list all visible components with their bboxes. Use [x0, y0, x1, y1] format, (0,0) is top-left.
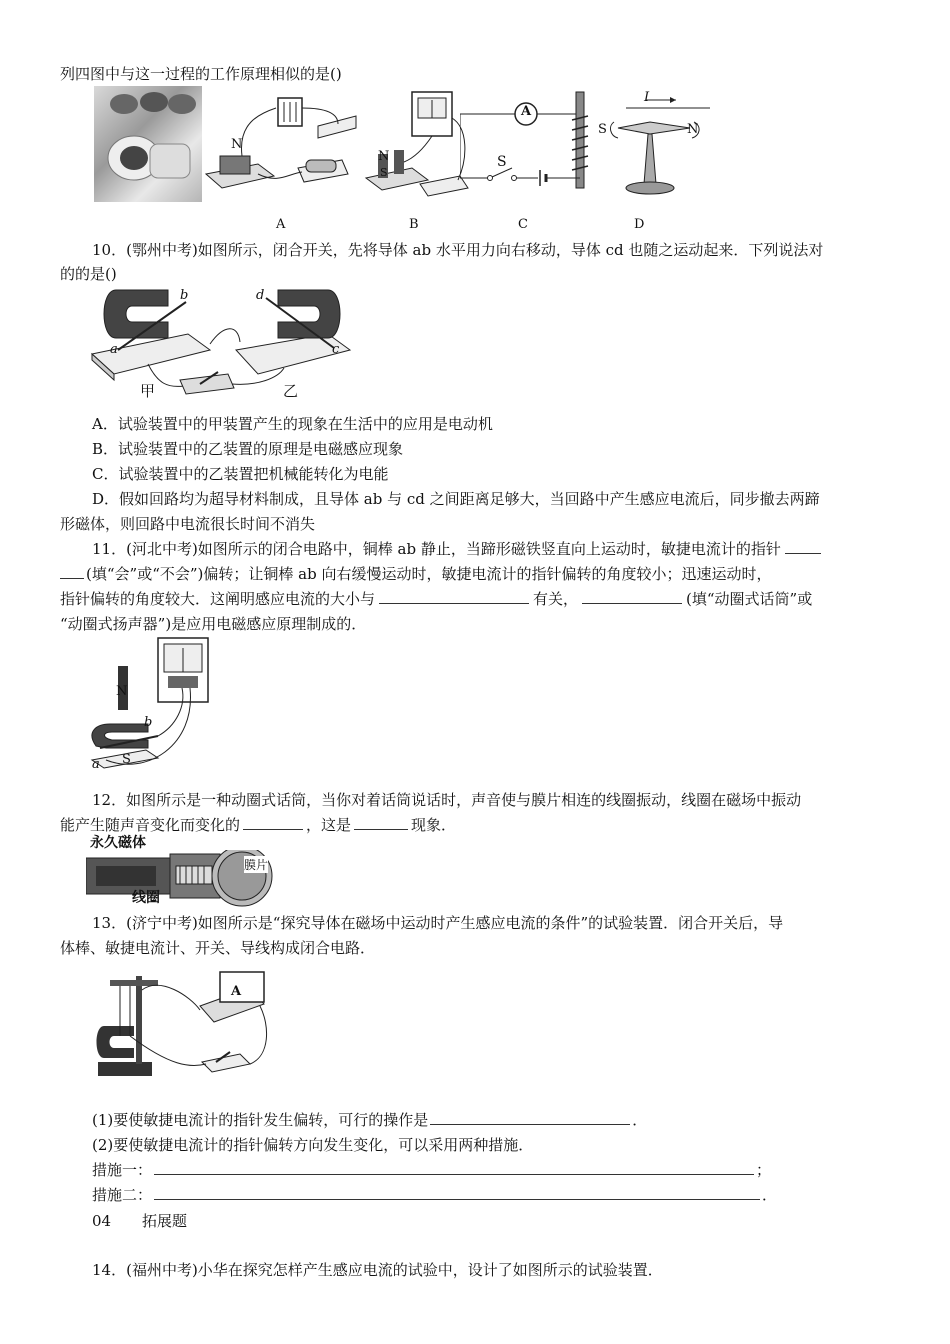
q10-option-c: C．试验装置中的乙装置把机械能转化为电能 — [92, 465, 389, 483]
section-title: 拓展题 — [142, 1212, 188, 1230]
q13-sub1-end: ． — [632, 1111, 648, 1129]
q12-label-magnet: 永久磁体 — [90, 835, 146, 851]
q11-label-n: N — [116, 684, 128, 699]
q10-figure — [88, 284, 358, 402]
q11-line1-text: 11．(河北中考)如图所示的闭合电路中，铜棒 ab 静止，当蹄形磁铁竖直向上运动时，敏捷电流计的指针 — [92, 540, 781, 558]
fig-a-n-label: N — [231, 137, 243, 152]
q11-blank-1-cont[interactable] — [60, 564, 84, 579]
q13-figure — [90, 966, 270, 1082]
q13-line1: 13．(济宁中考)如图所示是“探究导体在磁场中运动时产生感应电流的条件”的试验装置．闭合开关后，导 — [92, 914, 784, 932]
flashlight-photo — [94, 86, 202, 202]
q13-sub1-text: (1)要使敏捷电流计的指针发生偏转，可行的操作是 — [92, 1111, 429, 1129]
option-b-label: B — [409, 217, 419, 232]
q12-blank-1[interactable] — [243, 815, 303, 830]
q9-intro: 列四图中与这一过程的工作原理相似的是() — [60, 65, 342, 83]
q12-line2-mid: ，这是 — [306, 816, 352, 834]
figure-b-induction — [364, 88, 474, 200]
q12-label-film: 膜片 — [244, 858, 269, 872]
q13-blank-2[interactable] — [154, 1160, 754, 1175]
q10-label-yi: 乙 — [283, 382, 299, 400]
q11-line3 — [60, 589, 812, 609]
q12-blank-2[interactable] — [354, 815, 408, 830]
q11-blank-2[interactable] — [379, 589, 529, 604]
q11-line3-pre: 指针偏转的角度较大．这阐明感应电流的大小与 — [60, 590, 376, 608]
q14-line1: 14．(福州中考)小华在探究怎样产生感应电流的试验中，设计了如图所示的试验装置． — [92, 1261, 663, 1279]
q13-measure2-end: ． — [762, 1186, 778, 1204]
q10-stem-line2: 的的是() — [60, 265, 117, 283]
q10-option-a: A．试验装置中的甲装置产生的现象在生活中的应用是电动机 — [92, 415, 493, 433]
q13-measure2 — [92, 1185, 777, 1205]
fig-d-s-label: S — [598, 122, 607, 137]
section-number: 04 — [92, 1212, 112, 1230]
q13-sub1 — [92, 1110, 647, 1130]
q10-label-b: b — [180, 288, 189, 303]
q11-blank-1[interactable] — [785, 539, 821, 554]
flashlight-illustration — [94, 86, 202, 202]
q13-line2: 体棒、敏捷电流计、开关、导线构成闭合电路． — [60, 939, 376, 957]
q11-figure — [86, 636, 216, 776]
q10-label-c: c — [332, 342, 340, 357]
q11-label-a: a — [92, 757, 100, 772]
q11-label-s: S — [122, 752, 131, 767]
q12-line2-post: 现象． — [411, 816, 457, 834]
figure-c-electromagnet — [460, 90, 606, 200]
option-c-label: C — [518, 217, 528, 232]
q11-line2-text: (填“会”或“不会”)偏转；让铜棒 ab 向右缓慢运动时，敏捷电流计的指针偏转的角度较小；迅速运动时， — [86, 565, 772, 583]
q12-line2-pre: 能产生随声音变化而变化的 — [60, 816, 241, 834]
fig-b-n-label: N — [378, 149, 390, 164]
q12-line1: 12．如图所示是一种动圈式话筒，当你对着话筒说话时，声音使与膜片相连的线圈振动，线圈在磁场中振动 — [92, 791, 802, 809]
q10-option-b: B．试验装置中的乙装置的原理是电磁感应现象 — [92, 440, 404, 458]
q10-option-d-line2: 形磁体，则回路中电流很长时间不消失 — [60, 515, 316, 533]
q10-option-d-line1: D．假如回路均为超导材料制成，且导体 ab 与 cd 之间距离足够大，当回路中产生感应电流后，同步撤去两蹄 — [92, 490, 820, 508]
q13-measure1-end: ； — [756, 1161, 772, 1179]
q11-line1 — [92, 539, 821, 559]
option-d-label: D — [634, 217, 645, 232]
q11-line3-mid: 有关， — [533, 590, 579, 608]
q13-sub2: (2)要使敏捷电流计的指针偏转方向发生变化，可以采用两种措施． — [92, 1136, 534, 1154]
q13-measure1-label: 措施一： — [92, 1161, 153, 1179]
q10-label-jia: 甲 — [140, 382, 156, 400]
q11-line4: “动圈式扬声器”)是应用电磁感应原理制成的． — [60, 615, 367, 633]
q12-label-coil: 线圈 — [132, 890, 160, 906]
figure-a-generator — [198, 94, 358, 204]
fig-c-switch-label: S — [497, 154, 507, 170]
q13-blank-1[interactable] — [430, 1110, 630, 1125]
figure-d-compass — [606, 88, 716, 200]
fig-c-ammeter-label: A — [521, 104, 532, 119]
q10-stem-line1: 10．(鄂州中考)如图所示，闭合开关，先将导体 ab 水平用力向右移动，导体 cd 也随之运动起来．下列说法对 — [92, 241, 824, 259]
fig-d-current-label: I — [644, 90, 650, 105]
q10-label-a: a — [110, 342, 118, 357]
q10-label-d: d — [256, 288, 265, 303]
q13-measure2-label: 措施二： — [92, 1186, 153, 1204]
q11-line3-post: (填“动圈式话筒”或 — [686, 590, 813, 608]
q13-blank-3[interactable] — [154, 1185, 760, 1200]
q11-line2 — [60, 564, 771, 584]
fig-b-s-label: S — [380, 166, 388, 179]
q13-measure1 — [92, 1160, 771, 1180]
q11-label-b: b — [144, 715, 153, 730]
q13-meter-label: A — [231, 984, 242, 999]
fig-d-n-label: N — [687, 122, 699, 137]
option-a-label: A — [276, 217, 286, 232]
q11-blank-3[interactable] — [582, 589, 682, 604]
